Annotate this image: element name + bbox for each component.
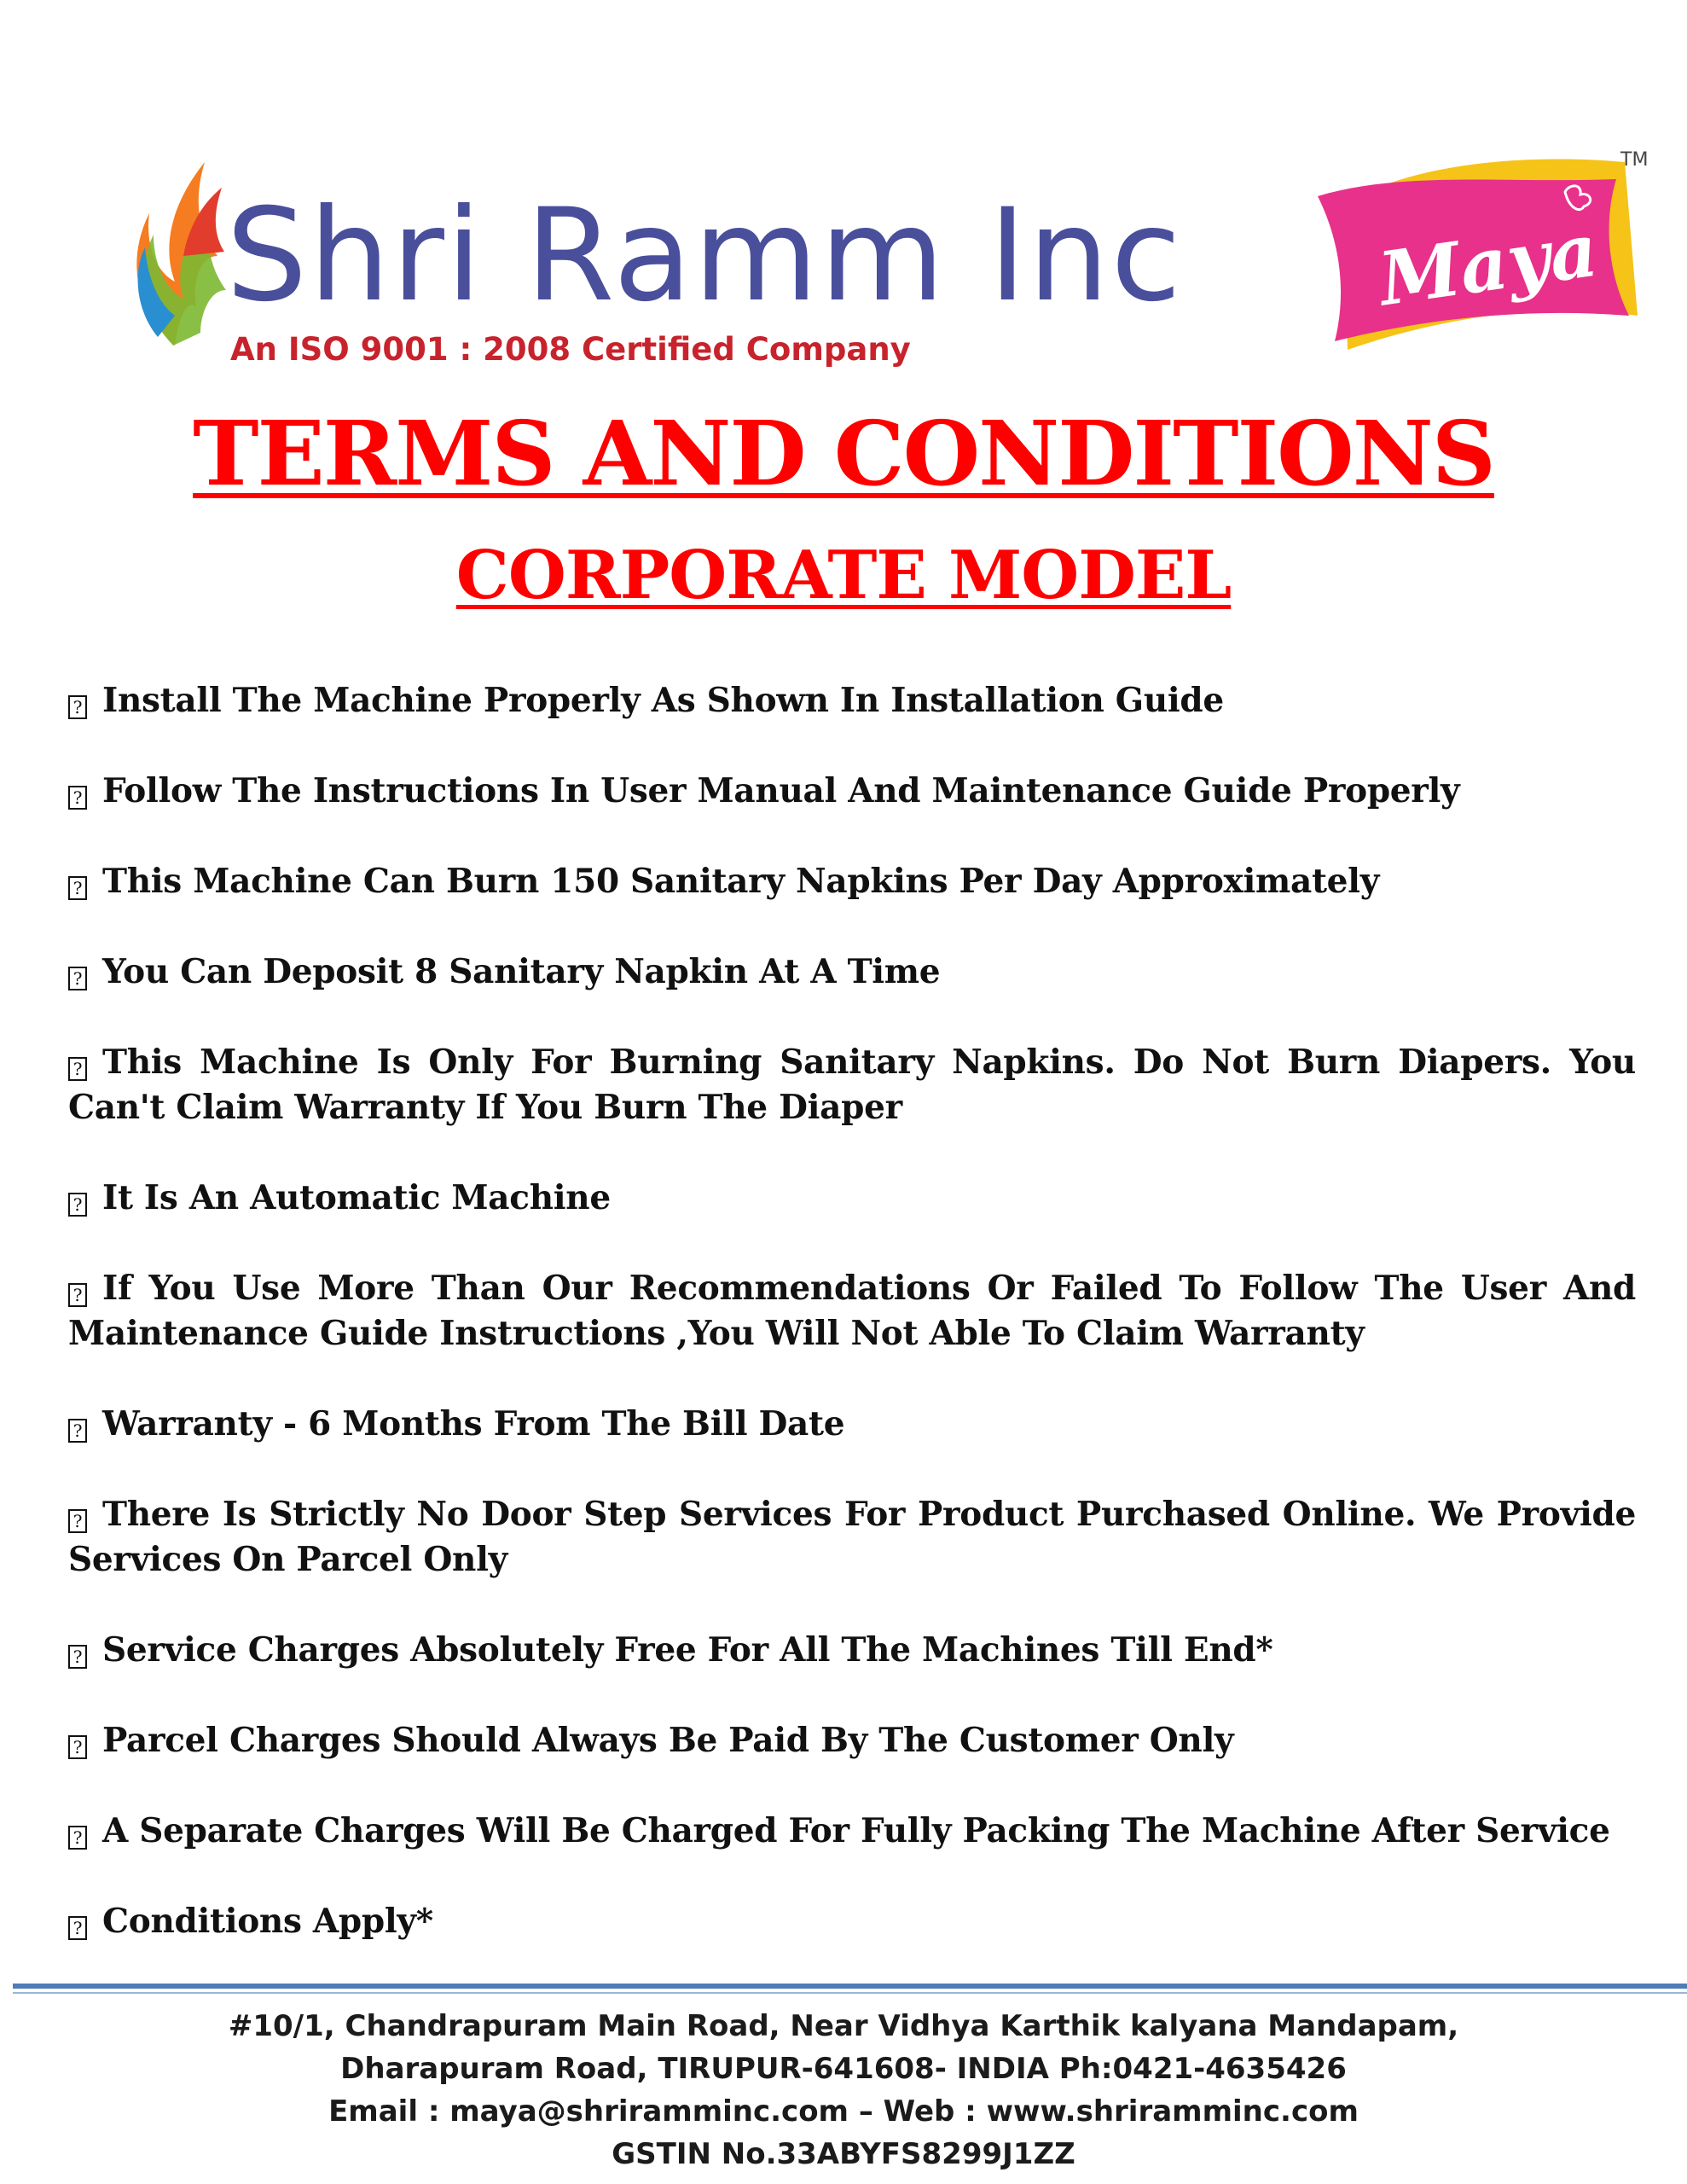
term-item [68,1718,1636,1763]
term-item [68,859,1636,904]
bullet-icon: ? [68,1419,87,1443]
term-item [68,1402,1636,1447]
company-tagline: An ISO 9001 : 2008 Certified Company [230,331,911,368]
footer-address-line1: #10/1, Chandrapuram Main Road, Near Vidhya Karthik kalyana Mandapam, [228,2009,1459,2043]
term-text: There Is Strictly No Door Step Services For Product Purchased Online. We Provide Services On Parcel Only [68,1495,1636,1579]
footer-address-line2: Dharapuram Road, TIRUPUR-641608- INDIA Ph:0421-4635426 [340,2052,1347,2086]
terms-list [68,678,1636,1989]
bullet-icon: ? [68,1916,87,1940]
company-logo [115,145,1183,375]
term-item [68,1809,1636,1854]
term-item [68,1492,1636,1583]
maya-logo-text: Maya [1373,206,1603,323]
footer-divider-thin [13,1992,1687,1994]
term-item [68,678,1636,723]
flame-icon [124,154,235,350]
term-text: This Machine Is Only For Burning Sanitary Napkins. Do Not Burn Diapers. You Can't Claim Warranty If You Burn The Diaper [68,1043,1636,1127]
bullet-icon: ? [68,1193,87,1217]
term-text: If You Use More Than Our Recommendations Or Failed To Follow The User And Maintenance Guide Instructions ,You Will Not Able To Claim Warranty [68,1269,1636,1353]
bullet-icon: ? [68,1735,87,1759]
term-item [68,1266,1636,1356]
term-text: Follow The Instructions In User Manual And Maintenance Guide Properly [102,771,1460,810]
footer-divider [13,1984,1687,1989]
term-item [68,769,1636,814]
term-text: This Machine Can Burn 150 Sanitary Napkins Per Day Approximately [102,862,1380,901]
bullet-icon: ? [68,1057,87,1081]
term-text: Service Charges Absolutely Free For All The Machines Till End* [102,1630,1273,1670]
term-text: Install The Machine Properly As Shown In Installation Guide [102,681,1224,720]
term-item [68,1176,1636,1221]
bullet-icon: ? [68,876,87,900]
maya-logo [1309,145,1650,350]
footer-contact: Email : maya@shriramminc.com – Web : www.shriramminc.com [328,2094,1359,2129]
footer-address-block [0,2005,1687,2175]
term-text: Warranty - 6 Months From The Bill Date [102,1404,845,1443]
term-text: Conditions Apply* [102,1902,433,1941]
term-text: You Can Deposit 8 Sanitary Napkin At A Time [102,952,941,991]
page-subtitle: CORPORATE MODEL [455,537,1232,614]
company-name: Shri Ramm Inc [226,182,1183,330]
term-text: It Is An Automatic Machine [102,1178,611,1217]
term-text: A Separate Charges Will Be Charged For Fully Packing The Machine After Service [102,1811,1610,1850]
bullet-icon: ? [68,1645,87,1669]
trademark-symbol: TM [1620,149,1649,171]
footer-gstin: GSTIN No.33ABYFS8299J1ZZ [612,2137,1075,2171]
bullet-icon: ? [68,786,87,810]
page-title: TERMS AND CONDITIONS [193,401,1494,506]
term-item [68,950,1636,995]
bullet-icon: ? [68,1826,87,1850]
term-text: Parcel Charges Should Always Be Paid By The Customer Only [102,1721,1234,1760]
term-item [68,1040,1636,1130]
term-item [68,1628,1636,1673]
term-item [68,1899,1636,1944]
bullet-icon: ? [68,1509,87,1533]
bullet-icon: ? [68,967,87,990]
bullet-icon: ? [68,1283,87,1307]
bullet-icon: ? [68,695,87,719]
